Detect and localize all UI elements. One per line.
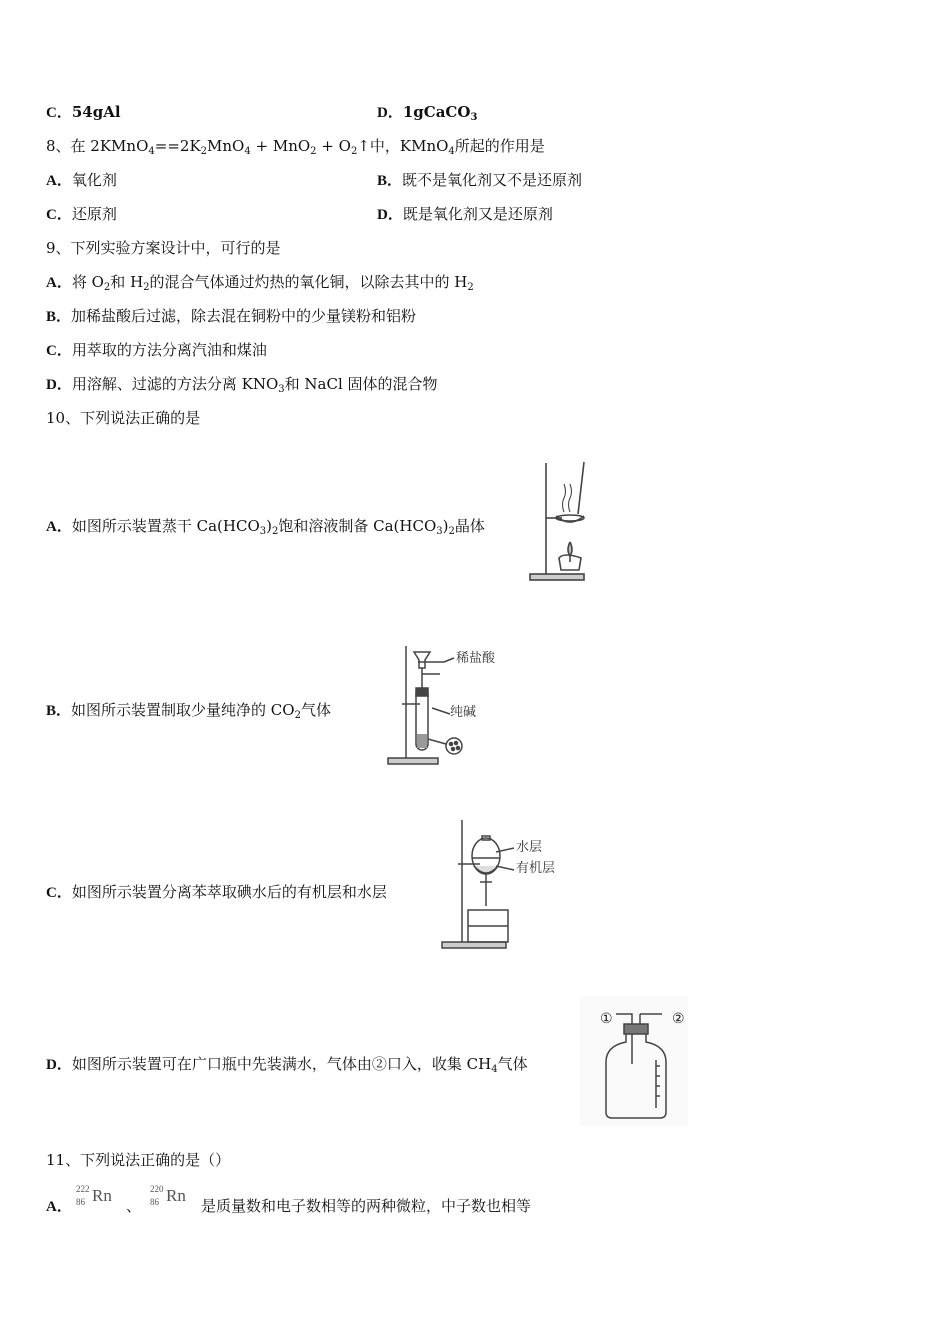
q8-option-b: B．既不是氧化剂又不是还原剂	[377, 171, 583, 189]
label-soda-ash: 纯碱	[450, 705, 477, 720]
q9-option-b: B．加稀盐酸后过滤，除去混在铜粉中的少量镁粉和铝粉	[46, 307, 417, 325]
q8-option-d: D．既是氧化剂又是还原剂	[377, 205, 553, 223]
q9-option-d: D．用溶解、过滤的方法分离 $KNO_3$和 NaCl 固体的混合物	[46, 375, 438, 395]
q9-stem: 9、下列实验方案设计中，可行的是	[46, 239, 281, 257]
evaporation-apparatus-figure	[526, 458, 596, 582]
label-organic-layer: 有机层	[516, 861, 556, 876]
separatory-funnel-figure	[440, 818, 570, 950]
q10-option-b: B．如图所示装置制取少量纯净的 $CO_2$气体	[46, 701, 331, 721]
isotope-separator: 、	[126, 1197, 142, 1215]
q10-option-d: D．如图所示装置可在广口瓶中先装满水，气体由②口入，收集 $CH_4$气体	[46, 1055, 528, 1075]
isotope-rn-220: 220 86 Rn	[150, 1184, 186, 1207]
q9-option-c: C．用萃取的方法分离汽油和煤油	[46, 341, 267, 359]
label-dilute-hcl: 稀盐酸	[456, 651, 496, 666]
q7-option-d: D．1gCaCO$_3$	[377, 103, 478, 123]
q8-option-a: A．氧化剂	[46, 171, 117, 189]
co2-generator-figure	[384, 644, 504, 768]
gas-collection-bottle-figure	[580, 996, 688, 1126]
q8-option-c: C．还原剂	[46, 205, 117, 223]
q11-option-a-label: A．	[46, 1199, 72, 1215]
q10-option-a: A．如图所示装置蒸干 $Ca(HCO_3)_2$饱和溶液制备 $Ca(HCO_3)_2$晶体	[46, 517, 485, 537]
q10-stem: 10、下列说法正确的是	[46, 409, 201, 427]
q11-stem: 11、下列说法正确的是（）	[46, 1151, 231, 1169]
q11-option-a-text: 是质量数和电子数相等的两种微粒，中子数也相等	[201, 1197, 532, 1215]
q10-option-c: C．如图所示装置分离苯萃取碘水后的有机层和水层	[46, 883, 387, 901]
port-2-label: ②	[672, 1011, 685, 1027]
port-1-label: ①	[600, 1011, 613, 1027]
q8-stem: 8、在 $2KMnO_4==2K_2MnO_4 + MnO_2$ + $O_2↑$中，KMnO$_4$所起的作用是	[46, 137, 545, 157]
label-water-layer: 水层	[516, 840, 543, 855]
isotope-rn-222: 222 86 Rn	[76, 1184, 112, 1207]
q7-option-c: C．54gAl	[46, 103, 121, 121]
q9-option-a: A．将 $O_2$和 $H_2$的混合气体通过灼热的氧化铜，以除去其中的 $H_2$	[46, 273, 474, 293]
